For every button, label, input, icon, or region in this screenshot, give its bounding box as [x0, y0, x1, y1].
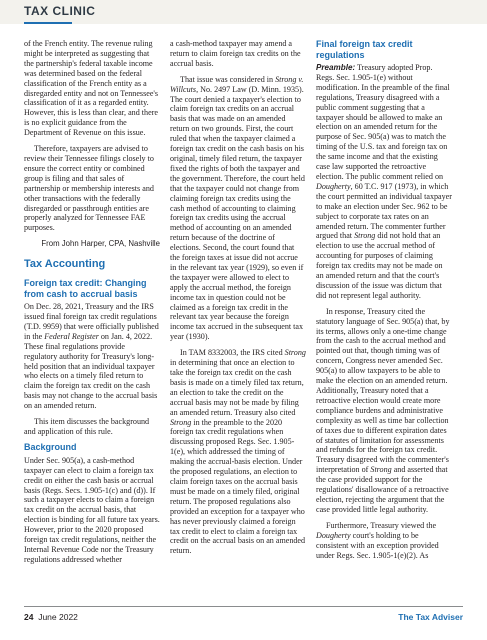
header-bar [0, 0, 487, 24]
subsection-title: Final foreign tax credit regulations [316, 39, 413, 60]
column-2 [170, 39, 306, 562]
section-label: TAX CLINIC [24, 4, 96, 18]
issue-date: June 2022 [38, 612, 78, 622]
subheading: Background [24, 441, 77, 452]
publication-name: The Tax Adviser [398, 612, 463, 622]
article-title: Foreign tax credit: Changing from cash to accrual basis [24, 278, 147, 299]
paragraph: Preamble: Treasury adopted Prop. Regs. Sec. 1.905-1(e) without modification. In the preamble of the final regulations, Treasury disagreed with a public comment suggesting that a taxpayer should be allowed to make an election on an amended return for the purpose of Sec. 905(a) was to match the timing of the U.S. tax and foreign tax on the same income and that the existing case law supported the retroactive election. The public comment relied on Dougherty, 60 T.C. 917 (1973), in which the court permitted an individual taxpayer to make an election under Sec. 962 to be subject to corporate tax rates on an amended return. The commenter further argued that Strong did not hold that an election to use the accrual method of accounting for purposes of claiming foreign tax credits may not be made on an amended return and that the court's discussion of the issue was dictum that did not represent legal authority. [316, 63, 452, 300]
section-heading: Tax Accounting [24, 258, 106, 271]
author-byline: From John Harper, CPA, Nashville [41, 239, 160, 249]
paragraph: This item discusses the background and application of this rule. [24, 417, 150, 436]
paragraph: That issue was considered in Strong v. Willcuts, No. 2497 Law (D. Minn. 1935). The court denied a taxpayer's election to claim foreign tax credits on an accrual basis that was made on an amended return on two grounds. First, the court ruled that when the taxpayer claimed a foreign tax credit on the cash basis on his original, timely filed return, the taxpayer fixed the rights of both the taxpayer and the government. Therefore, the court held that the taxpayer could not change from claiming foreign tax credits using the cash method of accounting to claiming foreign tax credits using the accrual method of accounting on an amended return because of the doctrine of elections. Second, the court found that the foreign taxes at issue did not accrue in the relevant tax year (1929), so even if the taxpayer were allowed to elect to apply the accrual method, the foreign income tax in question could not be claimed as a foreign tax credit in the relevant tax year because the foreign income tax accrued in the subsequent tax year (1930). [170, 74, 305, 342]
paragraph: On Dec. 28, 2021, Treasury and the IRS issued final foreign tax credit regulations (T.D. 9959) that were officially published in the Federal Register on Jan. 4, 2022. These final regulations provide regulatory authority for Treasury's long-held position that an individual taxpayer who elects on a timely filed return to claim the foreign tax credit on the cash basis may not change to the accrual basis on an amended return. [24, 302, 159, 411]
paragraph: In TAM 8332003, the IRS cited Strong in determining that once an election to take the foreign tax credit on the cash basis is made on a timely filed tax return, an election to take the credit on the accrual basis may not be made by filing an amended return. Treasury also cited Strong in the preamble to the 2020 foreign tax credit regulations when discussing proposed Regs. Sec. 1.905-1(e), which addressed the timing of making the accrual-basis election. Under the proposed regulations, an election to claim foreign taxes on the accrual basis must be made on a timely filed, original return. The proposed regulations also provided an exception for a taxpayer who has never previously claimed a foreign tax credit to elect to claim a foreign tax credit on the accrual basis on an amended return. [170, 348, 306, 556]
paragraph: a cash-method taxpayer may amend a return to claim foreign tax credits on the accrual basis. [170, 39, 301, 68]
footer-rule [24, 606, 463, 607]
column-1 [24, 39, 160, 571]
footer-folio [24, 612, 78, 622]
page-number: 24 [24, 612, 34, 622]
paragraph: Under Sec. 905(a), a cash-method taxpayer can elect to claim a foreign tax credit on either the cash basis or accrual basis (Regs. Secs. 1.905-1(c) and (d)). If such a taxpayer elects to claim a foreign tax credit on the accrual basis, that election is binding for all future tax years. However, prior to the 2020 proposed foreign tax credit regulations, neither the Internal Revenue Code nor the Treasury regulations addressed whether [24, 455, 160, 564]
paragraph: In response, Treasury cited the statutory language of Sec. 905(a) that, by its terms, allows only a one-time change from the cash to the accrual method and pointed out that, though timing was of concern, Congress never amended Sec. 905(a) to allow taxpayers to be able to make the election on an amended return. Additionally, Treasury noted that a retroactive election would create more compliance burdens and administrative complexity as well as time bar collection of taxes due to different expiration dates of statutes of limitation for assessments and refunds for the foreign tax credit. Treasury disagreed with the commenter's interpretation of Strong and asserted that the case provided support for the regulations' disallowance of a retroactive election, rejecting the argument that the case provided little legal authority. [316, 306, 450, 514]
header-accent-rule [24, 22, 72, 24]
paragraph: of the French entity. The revenue ruling might be interpreted as suggesting that the partnership's federal taxable income was determined based on the federal classification of the French entity as a disregarded entity and not on Tennessee's classification of it as a regarded entity. However, this is less than clear, and there is no explicit guidance from the Department of Revenue on this issue. [24, 39, 159, 138]
column-3 [316, 39, 452, 566]
paragraph: Therefore, taxpayers are advised to review their Tennessee filings closely to ensure the correct entity or combined group is filing and that sales of partnership or membership interests and other transactions with the federally disregarded or passthrough entities are properly analyzed for Tennessee FAE purposes. [24, 144, 154, 233]
paragraph: Furthermore, Treasury viewed the Dougherty court's holding to be consistent with an exception provided under Regs. Sec. 1.905-1(e)(2). As [316, 520, 439, 560]
